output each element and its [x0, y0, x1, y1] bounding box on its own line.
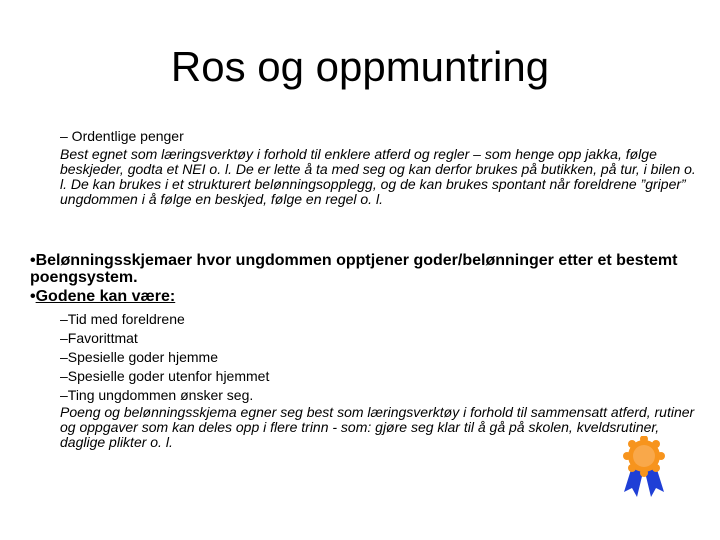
list-item: –Spesielle goder utenfor hjemmet — [60, 368, 270, 384]
list-item: –Spesielle goder hjemme — [60, 349, 218, 365]
bullet-goods — [30, 288, 700, 305]
award-ribbon-icon — [618, 436, 670, 498]
paragraph-point-charts: Poeng og belønningsskjema egner seg best som læringsverktøy i forhold til sammensatt atferd, rutiner og oppgaver som kan deles opp i flere trinn - som: gjøre seg klar til å gå på skolen, kveldsrutiner, daglige plikter o. l. — [60, 404, 695, 450]
bullet-reward-charts: •Belønningsskjemaer hvor ungdommen opptjener goder/belønninger etter et bestemt poengsystem. — [30, 252, 678, 286]
bullet-section — [30, 252, 700, 307]
list-item: –Tid med foreldrene — [60, 311, 185, 327]
list-item: –Ting ungdommen ønsker seg. — [60, 387, 254, 403]
goods-list — [60, 310, 269, 405]
paragraph-money-usage: Best egnet som læringsverktøy i forhold til enklere atferd og regler – som henge opp jakka, følge beskjeder, godta et NEI o. l. De er lette å ta med seg og kan derfor brukes på butikken, på tur, i bilen o. l. De kan brukes i et strukturert belønningsopplegg, og de kan brukes spontant når foreldrene ”griper” ungdommen i å følge en beskjed, følge en regel o. l. — [60, 146, 696, 207]
list-item: –Favorittmat — [60, 330, 138, 346]
bullet-marker: • — [30, 288, 36, 305]
slide-title: Ros og oppmuntring — [170, 43, 550, 90]
sub-item-money: – Ordentlige penger — [60, 128, 184, 144]
bullet-goods-label: Godene kan være: — [35, 288, 176, 305]
